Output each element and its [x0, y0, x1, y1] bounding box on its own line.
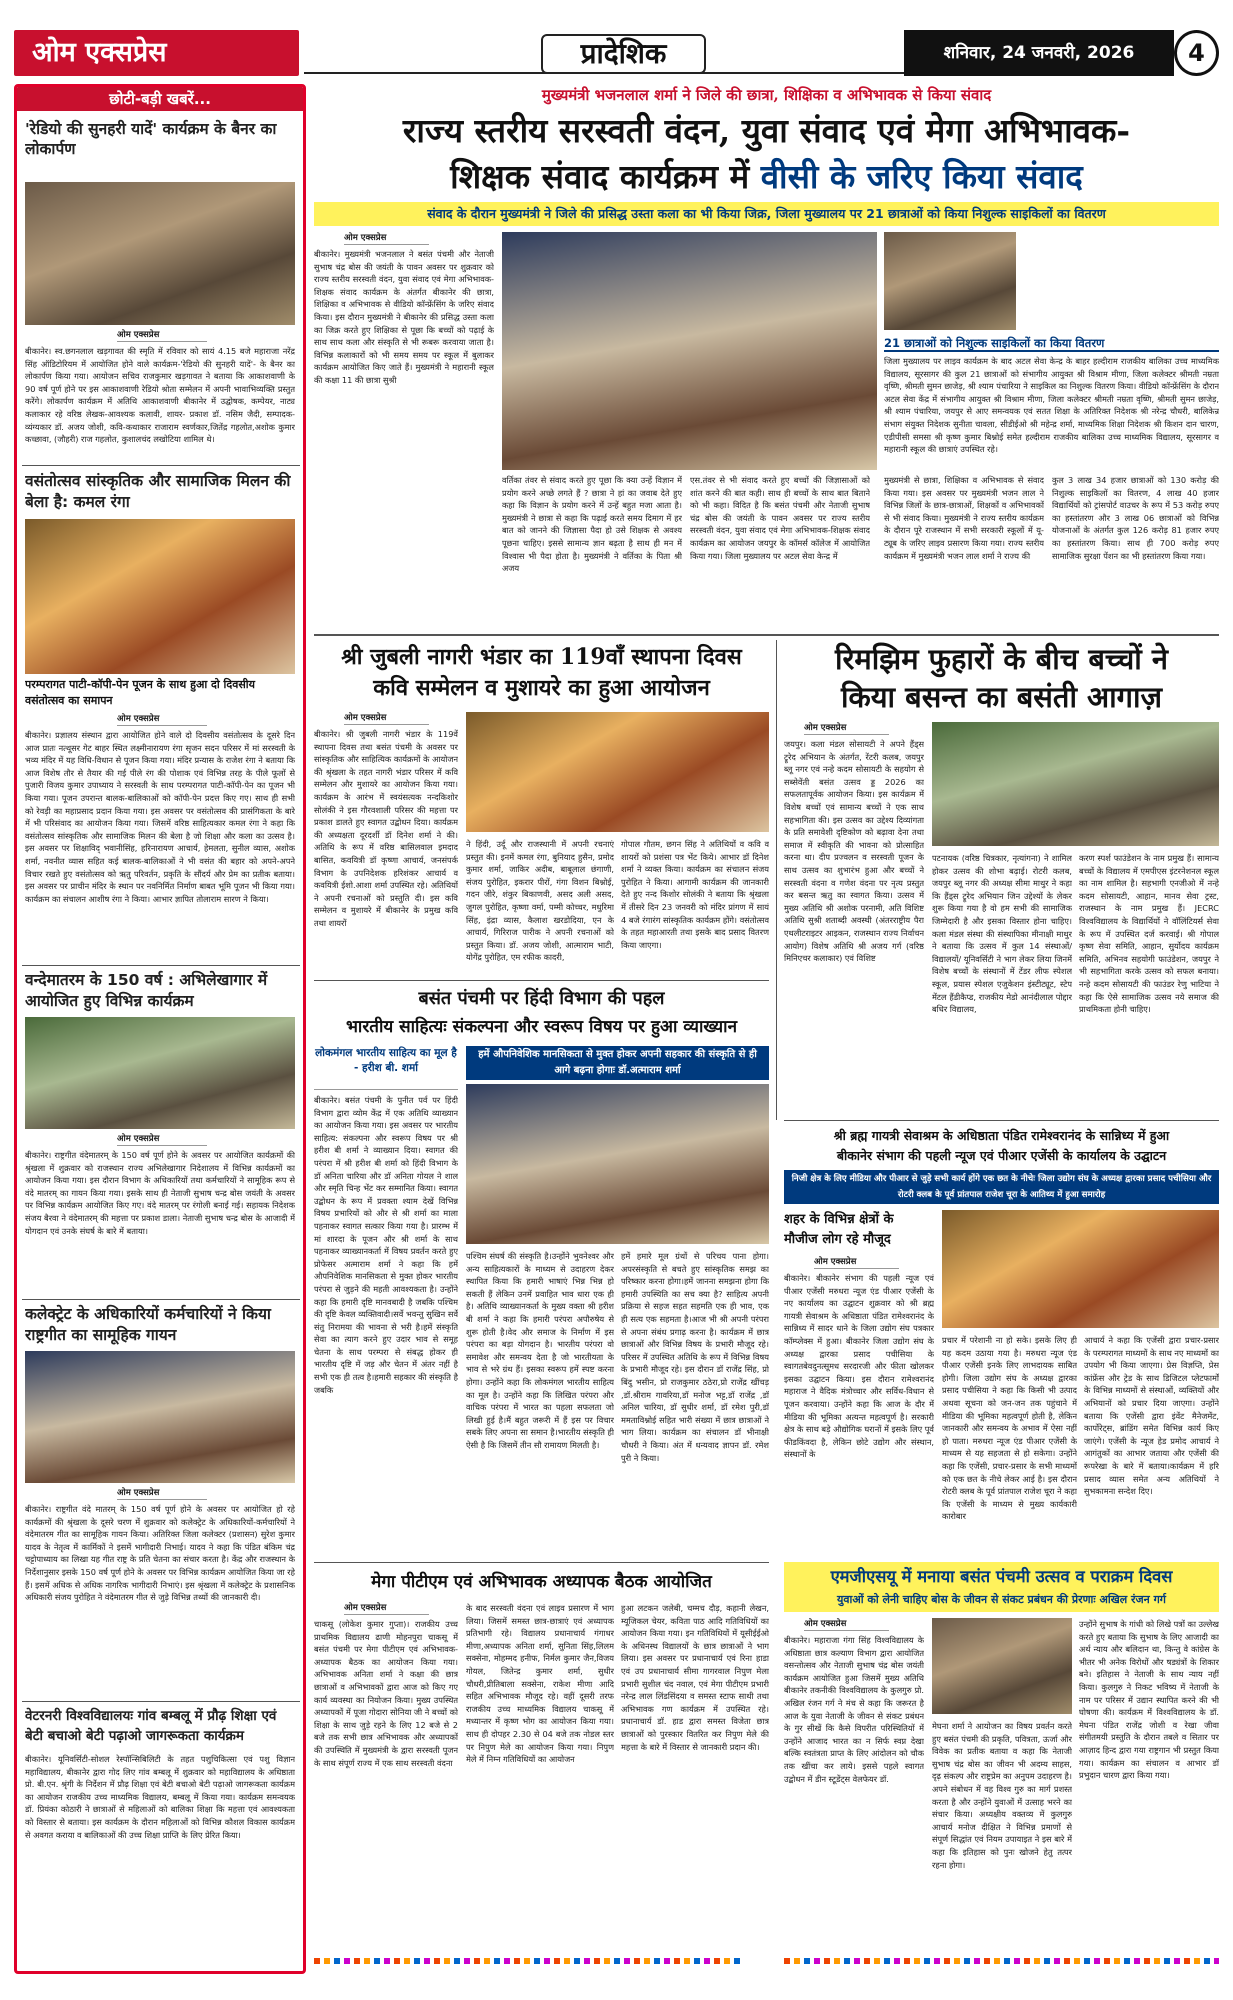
vasantotsav-credit: ओम एक्सप्रेस [117, 713, 207, 726]
gayatri-subhead [784, 1210, 934, 1252]
section-title-box [541, 34, 706, 74]
newspaper-page [14, 30, 1219, 1980]
gayatri-col2: प्रचार में परेशानी ना हो सके। इसके लिए ही यह कदम उठाया गया है। मरुधरा न्यूज एंड पीआर एजेंसी इनके लिए लाभदायक साबित होगी। जिला उद्योग संघ के अध्यक्ष द्वारका प्रसाद पचीसिया ने कहा कि किसी भी उत्पाद अथवा सूचना को जन-जन तक पहुंचाने में मीडिया की भूमिका महत्वपूर्ण होती है, लेकिन जानकारी और समन्वय के अभाव में ऐसा नहीं हो पाता। मरुधरा न्यूज एंड पीआर एजेंसी के माध्यम से यह सहजता से हो सकेगा। उन्होंने कहा कि एजेंसी, प्रचार-प्रसार के सभी माध्यमों को एक छत के नीचे लेकर आई है। इस दौरान रोटरी क्लब के पूर्व प्रांतपाल राजेश चूरा ने कहा कि एजेंसी के माध्यम से मुख्य कार्यकारी कारोबार [942, 1335, 1077, 1522]
gayatri-credit: ओम एक्सप्रेस [814, 1256, 899, 1269]
lead-col1: बीकानेर। मुख्यमंत्री भजनलाल ने बसंत पंचमी और नेताजी सुभाष चंद्र बोस की जयंती के पावन अवसर पर शुक्रवार को राज्य स्तरीय सरस्वती वंदन, युवा संवाद एवं मेगा अभिभावक-शिक्षक संवाद कार्यक्रम के अंतर्गत बीकानेर की छात्रा, शिक्षिका व अभिभावक से वीडियो कॉन्फ्रेंसिंग के जरिए संवाद किया। इस दौरान मुख्यमंत्री ने बीकानेर की प्रसिद्ध उस्ता कला का जिक्र करते हुए शिक्षिका से पूछा कि बच्चों को पढ़ाई के साथ साथ कला और संस्कृति से भी रूबरू करवाया जाता है। विभिन्न कलाकारों को भी समय समय पर स्कूल में बुलाकर कार्यक्रम आयोजित किए जाते हैं। मुख्यमंत्री ने महारानी स्कूल की कक्षा 11 की छात्रा सुश्री [314, 249, 494, 385]
collectorate-photo [25, 1351, 295, 1483]
section-title: प्रादेशिक [580, 37, 667, 70]
rimjhim-col1: जयपुर। कला मंडल सोसायटी ने अपने हैंड्स ट्रूरेद अभियान के अंतर्गत, रेंटरी कलब, जयपुर ब्लू नगर एवं नन्हे कदम सोसायटी के सहयोग से सब्सेवेंती बसंत उत्सव ड्ड 2026 का सफलतापूर्वक आयोजन किया। इस कार्यक्रम में विशेष बच्चों एवं सामान्य बच्चों ने एक साथ सहभागिता की। इस उत्सव का उद्देश्य दिव्यांगता के प्रति समावेशी दृष्टिकोण को बढ़ावा देना तथा समाज में स्वीकृति की भावना को प्रोत्साहित करना था। दीप प्रज्वलन व सरस्वती पूजन के साथ उत्सव का शुभारंभ हुआ और बच्चों ने सरस्वती वंदना व गणेश वंदना पर नृत्य प्रस्तुत कर बसन्त ऋतु का स्वागत किया। उत्सव में मुख्य अतिथि श्री अशोक परनामी, अति विशिष्ट अतिथि सुश्री शताब्दी अवस्थी (अंतरराष्ट्रीय पैरा एथलीटराइटर आइकन, राजस्थान राज्य निर्वाचन आयोग) विशेष अतिथि श्री अजय गर्ग (वरिष्ठ मिनिएचर कलाकार) एवं विशिष्ट [784, 739, 924, 964]
hindi-pullquote: लोकमंगल भारतीय साहित्य का मूल है - हरीश बी. शर्मा [314, 1046, 458, 1090]
lead-col5: कुल 3 लाख 34 हजार छात्राओं को 130 करोड़ की निशुल्क साइकिलों का वितरण, 4 लाख 40 हजार विद्यार्थियों को ट्रांसपोर्ट वाउचर के रूप में 53 करोड़ रुपए का हस्तांतरण और 3 लाख 06 छात्राओं को विभिन्न योजनाओं के अंतर्गत कुल 126 करोड़ 81 हजार रुपए का हस्तांतरण किया। साथ ही 700 करोड़ रुपए सामाजिक सुरक्षा पेंशन का भी हस्तांतरण किया गया। [1052, 475, 1219, 561]
vandemataram-archive-photo [25, 1017, 295, 1129]
cycle-body: जिला मुख्यालय पर लाइव कार्यक्रम के बाद अटल सेवा केन्द्र के बाहर हल्दीराम राजकीय बालिका उच्च माध्यमिक विद्यालय, सूरसागर की कुल 21 छात्राओं को संभागीय आयुक्त श्री विश्राम मीणा, जिला कलेक्टर श्रीमती नम्रता वृष्णि, श्रीमती सुमन छाजेड़, श्री श्याम पंचारिया ने साइकिल का निशुल्क वितरण किया। वीडियो कॉन्फ्रेंसिंग के दौरान अटल सेवा केंद्र में संभागीय आयुक्त श्री विश्राम मीणा, जिला कलेक्टर श्रीमती नम्रता वृष्णि, श्रीमती सुमन छाजेड़, श्री श्याम पंचारिया, जयपुर से आए समन्वयक एवं सतत शिक्षा के अतिरिक्त निदेशक श्री नरेन्द्र चौधरी, बालिकेन्र संभाग संयुक्त निदेशक सुनीता चावला, सीडीईओ श्री महेन्द्र शर्मा, माध्यमिक शिक्षा निदेशक श्री किशन दान चारण, एडीपीसी समसा श्री कृष्ण कुमार बिश्नोई समेत हल्दीराम राजकीय बालिका उच्च माध्यमिक विद्यालय, सूरसागर व महारानी स्कूल की छात्राएं उपस्थित रहे। [884, 356, 1219, 455]
masthead-logo [14, 30, 299, 76]
collectorate-body: बीकानेर। राष्ट्रगीत वंदे मातरम् के 150 वर्ष पूर्ण होने के अवसर पर आयोजित हो रहे कार्यक्रमों की श्रृंखला के दूसरे चरण में शुक्रवार को कलेक्ट्रेट के अधिकारियों-कर्मचारियों ने वंदेमातरम गीत का सामूहिक गायन किया। अतिरिक्त जिला कलेक्टर (प्रशासन) सुरेश कुमार यादव के नेतृत्व में कार्मिकों ने इसमें भागीदारी निभाई। यादव ने कहा कि पंडित बंकिम चंद्र चट्टोपाध्याय का लिखा यह गीत राष्ट्र के प्रति चेतना का संचार करता है। केंद्र और राजस्थान के निर्देशानुसार इसके 150 वर्ष पूर्ण होने के अवसर पर विभिन्न कार्यक्रम आयोजित किया जा रहे हैं। इसमें अधिक से अधिक नागरिक भागीदारी निभाएं। इस श्रृंखला में कलेक्ट्रेट के प्रशासनिक अधिकारी संजय पुरोहित ने वंदेमातरम गीत से जुड़े विभिन्न तथ्यों की जानकारी दी। [25, 1504, 295, 1603]
mgs-photo [932, 1618, 1072, 1714]
page-number-badge [1174, 30, 1219, 76]
ptm-col2: के बाद सरस्वती वंदना एवं लाइव प्रसारण में भाग लिया। जिसमें समस्त छात्र-छात्राएं एवं अध्यापक प्रतिभागी रहे। विद्यालय प्रधानाचार्य गंगाधर मीणा,अध्यापक अनिता शर्मा, सुनिता सिंह,लिलम सक्सेना, मोहम्मद हनीफ, निर्मल कुमार जैन,विजय गोयल, जितेन्द्र कुमार शर्मा, सुधीर चौधरी,प्रीतिबाला सक्सेना, राकेश मीणा आदि सहित अभिभावक मौजूद रहे। वहीं दूसरी तरफ राजकीय उच्च माध्यमिक विद्यालय चाकसू में मध्यान्तर में कृष्ण भोग का आयोजन किया गया। साथ ही दोपहर 2.30 से 04 बजे तक नोडल स्तर पर निपुण मेले का आयोजन किया गया। निपुण मेले में निम्न गतिविधियों का आयोजन [466, 1603, 614, 1765]
hindi-photo [466, 1084, 769, 1244]
masthead-rule [304, 72, 904, 74]
rimjhim-headline-line1: रिमझिम फुहारों के बीच बच्चों ने [835, 642, 1168, 676]
sidebar-header-text: छोटी-बड़ी खबरें... [109, 90, 211, 108]
hindi-col2: पश्चिम संघर्ष की संस्कृति है।उन्होंने भुवनेश्वर और अन्य साहित्यकारों के माध्यम से उदाहरण देकर स्थापित किया कि हमारी भाषाएं भिन्न भिन्न हो सकती हैं लेकिन उनमें प्रवाहित भाव धारा एक ही है। अतिथि व्याख्यानकर्ता के मुख्य वक्ता श्री हरीश बी शर्मा ने कहा कि हमारी परंपरा अपौरुषेय से शुरू होती है।वेद और समाज के निर्माण में इस परंपरा का बड़ा योगदान है। भारतीय परंपरा वो समावेश और समन्वय देता है जो भारतीयता के भाव से भरे ग्रंथ हैं। इसका स्वरूप हमें स्पष्ट करना होगा। उन्होंने कहा कि लोकमंगल भारतीय साहित्य का मूल है। उन्होंने कहा कि लिखित परंपरा और वाचिक परंपरा में भारत का पहला सफलता जो लिखी हुई है।मैं बहुत जरूरी में हैं इस पर विचार सबके लिए अपना सा समान है।भारतीय संस्कृति ही ऐसी है कि जिसमें तीन सौ रामायण मिलती है। [466, 1251, 614, 1450]
radio-banner-body: बीकानेर। स्व.छगनलाल खड़गावत की स्मृति में रविवार को सायं 4.15 बजे महाराजा नरेंद्र सिंह ऑडिटोरियम में आयोजित होने वाले कार्यक्रम-'रेडियो की सुनहरी यादें'- के बैनर का लोकार्पण किया गया। आयोजन सचिव राजकुमार खड़गावत ने बताया कि आकाशवाणी के 90 वर्ष पूर्ण होने पर इस आकाशवाणी रेडियो श्रोता सम्मेलन में अपनी भावाभिव्यक्ति प्रस्तुत करेंगे। लोकार्पण कार्यक्रम में अतिथि आकाशवाणी बीकानेर में उद्घोषक, कम्पेयर, नाट्य कलाकार रहे वरिष्ठ लेखक-आवश्यक कलावी, शायर- प्रकाश डॉ. नसिम जैदी, सम्पादक-व्यंग्यकार डॉ. अजय जोशी, कवि-कथाकार राजाराम स्वर्णकार,जितेंद्र गहलोत,अशोक कुमार कच्छावा, (जौहरी) राज गहलोत, कुशालचंद लखोटिया शामिल थे। [25, 346, 295, 445]
page-number: 4 [1188, 39, 1205, 67]
divider [22, 965, 300, 966]
footer-color-strip-right [784, 1958, 1219, 1964]
hindi-callout: हमें औपनिवेशिक मानसिकता से मुक्त होकर अपनी सहकार की संस्कृति से ही आगे बढ़ना होगाः डॉ.अत्माराम शर्मा [466, 1046, 769, 1080]
divider [784, 1120, 1219, 1121]
gayatri-headline-line2: बीकानेर संभाग की पहली न्यूज एवं पीआर एजेंसी के कार्यालय के उद्घाटन [836, 1148, 1167, 1163]
mgs-col2: मेघना शर्मा ने आयोजन का विषय प्रवर्तन करते हुए बसंत पंचमी की प्रकृति, पवित्रता, ऊर्जा और विवेक का प्रतीक बताया व कहा कि नेताजी सुभाष चंद्र बोस का जीवन भी अदम्य साहस, दृढ़ संकल्प और राष्ट्रप्रेम का अनुपम उदाहरण है। अपने संबोधन में वह विश्व गुरु का मार्ग प्रशस्त करता है और उन्होंने युवाओं में उत्साह भरने का संचार किया। अध्यक्षीय वक्तव्य में कुलगुरु आचार्य मनोज दीक्षित ने विभिन्न प्रमाणों से संपूर्ण सिद्धांत एवं नियम उपायाइत ने इस बारे में कहा कि इतिहास को पुनः खोजने हेतु तत्पर रहना होगा। [932, 1721, 1072, 1870]
gayatri-photo [942, 1210, 1219, 1328]
gayatri-col1: बीकानेर। बीकानेर संभाग की पहली न्यूज एवं पीआर एजेंसी मरुधरा न्यूज एंड पीआर एजेंसी के नए कार्यालय का उद्घाटन शुक्रवार को श्री ब्रह्म गायत्री सेवाश्रम के अधिष्ठाता पंडित रामेश्वरानंद के सान्निध्य में सादर धाने के जिला उद्योग संघ पत्रकार कॉम्प्लेक्स में हुआ। बीकानेर जिला उद्योग संघ के अध्यक्ष द्वारका प्रसाद पचीसिया के स्वागतबेवदुनत्सूमध सरदारजी और फीता खोलकर इसका उद्घाटन किया। इस दौरान रामेश्वरानंद महाराज ने वैदिक मंत्रोच्चार और सर्विध-विधान से पूजन करवाया। उन्होंने कहा कि आज के दौर में मीडिया की भूमिका अत्यन्त महत्वपूर्ण है। सरकारी क्षेत्र के साथ बड़े औद्योगिक घरानों में इसके लिए पूर्व फीडकिंवदा है, लेकिन छोटे उद्योग और संस्थान, संस्थानों के [784, 1273, 934, 1460]
lead-photo-cm [502, 232, 877, 470]
divider [314, 634, 1219, 636]
jubilee-headline-line2: कवि सम्मेलन व मुशायरे का हुआ आयोजन [373, 675, 710, 701]
gayatri-subhead-line2: मौजीज लोग रहे मौजूद [784, 1232, 891, 1247]
radio-banner-photo [25, 182, 295, 325]
vandemataram-archive-body: बीकानेर। राष्ट्रगीत वंदेमातरम् के 150 वर्ष पूर्ण होने के अवसर पर आयोजित कार्यक्रमों की श्रृंखला में शुक्रवार को राजस्थान राज्य अभिलेखागार निदेशालय में विभिन्न कार्यक्रमों का आयोजन किया गया। इस दौरान विभाग के अधिकारियों तथा कर्मचारियों ने सामूहिक रूप से वंदे मातरम् का गायन किया गया। इसके साथ ही नेताजी सुभाष चन्द्र बोस जयंती के अवसर पर विभिन्न कार्यक्रम आयोजित किए गए। वंदे मातरम् पर रंगोली बनाई गई। सहायक निदेशक संजय बैरवा ने वंदेमातरम् की महत्ता पर प्रकाश डाला। नेताजी सुभाष चन्द्र बोस के आजादी में योगदान एवं उनके संघर्ष के बारे में बताया। [25, 1150, 295, 1236]
ptm-col1: चाकसू (लोकेश कुमार गुप्ता)। राजकीय उच्च प्राथमिक विद्यालय ढाणी मोहनपुरा चाकसू में बसंत पंचमी पर मेगा पीटीएम एवं अभिभावक-अध्यापक बैठक का आयोजन किया गया। अभिभावक अनिता शर्मा ने कक्षा की छात्र छात्राओं व अभिभावकों द्वारा आज को किए गए कार्य व्यवस्था का नियोजन किया। मुख्य उपस्थित अध्यापकों में पूजा गोदारा सोनिया जी ने बच्चों को शिक्षा के साथ जुड़े रहने के लिए 12 बजे से 2 बजे तक सभी छात्र अभिभावक और अध्यापकों की उपस्थिति में मुख्यमंत्री के द्वारा सरस्वती पूजन के साथ संपूर्ण राज्य में एक साथ सरस्वती वंदना [314, 1619, 458, 1768]
lead-headline-line1: राज्य स्तरीय सरस्वती वंदन, युवा संवाद एवं मेगा अभिभावक- [402, 111, 1131, 150]
column-divider [776, 640, 777, 1120]
vasantotsav-headline: वसंतोत्सव सांस्कृतिक और सामाजिक मिलन की बेला है: कमल रंगा [25, 472, 291, 511]
jubilee-col3: गोपाल गौतम, छगन सिंह ने अतिथियों व कवि व शायरों को प्रशंसा पत्र भेंट किये। आभार डॉ दिनेश शर्मा ने व्यक्त किया। कार्यक्रम का संचालन संजय पुरोहित ने किया। आगामी कार्यक्रम की जानकारी देते हुए नन्द किशोर सोलंकी ने बताया कि श्रृंखला में तीसरे दिन 23 जनवरी को मंदिर प्रांगण में सायं 4 बजे रंगारंग सांस्कृतिक कार्यक्रम होंगे। वसंतोत्सव के तहत महाआरती तथा इसके बाद प्रसाद वितरण किया जाएगा। [621, 839, 769, 950]
mgs-subhead: युवाओं को लेनी चाहिए बोस के जीवन से संकट प्रबंधन की प्रेरणाः अखिल रंजन गर्ग [837, 1593, 1166, 1606]
vasantotsav-photo [25, 519, 295, 674]
vandemataram-archive-credit: ओम एक्सप्रेस [117, 1133, 207, 1146]
jubilee-credit: ओम एक्सप्रेस [344, 712, 429, 725]
jubilee-col2: ने हिंदी, उर्दू और राजस्थानी में अपनी रचनाएं प्रस्तुत की। इनमें कमल रंगा, बुनियाद हुसैन, प्रमोद कुमार शर्मा, जाकिर अदीब, बाबूलाल छंगाणी, संजय पुरोहित, इकरार पीरों, गंगा विशन बिश्नोई, गदन जीरे, शंकुर बिकाणवी, असद अली असद, जुगल पुरोहित, कृष्णा वर्मा, पम्मी कोच्चर, मधुरिमा सिंह, इंद्रा व्यास, कैलाश खरडोदिया, एन के आचार्य, गिरिराज पारीक ने अपनी रचनाओं को प्रस्तुत किया। डॉ. अजय जोशी, आत्माराम भाटी, योगेंद्र पुरोहित, एम रफीक कादरी, [466, 839, 614, 963]
gayatri-headline-line1: श्री ब्रह्म गायत्री सेवाश्रम के अधिष्ठाता पंडित रामेश्वरानंद के सान्निध्य में हुआ [833, 1128, 1170, 1143]
jubilee-col1: बीकानेर। श्री जुबली नागरी भंडार के 119वें स्थापना दिवस तथा बसंत पंचमी के अवसर पर सांस्कृतिक और साहित्यिक कार्यक्रमों के आयोजन की श्रृंखला के तहत नागरी भंडार परिसर में कवि सम्मेलन और मुशायरे का आयोजन किया गया। कार्यक्रम के आरंभ में स्वयंसत्यक नन्दकिशोर सोलंकी ने इस गौरवशाली परिसर की महत्ता पर प्रकाश डालते हुए स्वागत उद्बोधन दिया। कार्यक्रम की अध्यक्षता दूरदर्शी डॉ दिनेश शर्मा ने की। अतिथि के रूप में वरिष्ठ बासिलवाल इमदाद बासित, कवयित्री डॉ कृष्णा आचार्य, जनसंपर्क विभाग के उपनिदेशक हरिशंकर आचार्य व कवयित्री ईशो.आशा शर्मा उपस्थित रहे। अतिथियों ने अपनी रचनाओं को प्रस्तुति दी। इस कवि सम्मेलन व मुशायरे में बीकानेर के प्रमुख कवि तथा शायरों [314, 729, 458, 928]
footer-color-strip-left [314, 1958, 744, 1964]
lead-headline-line2a: शिक्षक संवाद कार्यक्रम में [450, 157, 750, 196]
sidebar-header [17, 87, 303, 111]
vasantotsav-body: बीकानेर। प्रज्ञालय संस्थान द्वारा आयोजित होने वाले दो दिवसीय वसंतोत्सव के दूसरे दिन आज प्रातः नत्थूसर गेट बाहर स्थित लक्ष्मीनारायण रंगा सृजन सदन परिसर में मां सरस्वती के भव्य मंदिर में यह विधि-विधान से पूजन किया गया। मंदिर प्रन्यास के राजेश रंगा ने बताया कि आज विशेष तौर से तैयार की गई पीले रंग की पोशाक एवं विभिन्न तरह के पीले फूलों से पुजारी विजय कुमार उपाध्याय ने सरस्वती के साथ परम्परागत पाटी-कॉपी-पेन का पूजन भी किया गया। पूजन उपरान्त बालक-बालिकाओं को कॉपी-पेन प्रदत्त किए गए। साथ ही सभी को रेवड़ी का महाप्रसाद प्रदान किया गया। इस अवसर पर वसंतोत्सव की प्रासंगिकता के बारे में भी परिसंवाद का आयोजन किया गया। जिसमें वरिष्ठ साहित्यकार कमल रंगा ने कहा कि वसंतोत्सव सांस्कृतिक और सामाजिक मिलन की बेला है जो शिक्षा और कला का उत्सव है। इस अवसर पर शिक्षाविद् भवानीसिंह, हरिनारायण आचार्य, हेमलता, सुनील व्यास, अशोक शर्मा, नवनीत व्यास सहित कई बालक-बालिकाओं ने भी वसंत की बहार को अपने-अपने विचार रखते हुए वसंतोत्सव को ऋतु परिवर्तन, प्रकृति के सौंदर्य और प्रेम का प्रतीक बताया। इस अवसर पर प्राचीन मंदिर के स्थान पर नवनिर्मित निर्माण बाबत भूमि पूजन भी किया गया। कार्यक्रम का संचालन आशीष रंगा ने किया। आभार ज्ञापित तोलाराम सारण ने किया। [25, 730, 295, 904]
rimjhim-credit: ओम एक्सप्रेस [804, 722, 889, 735]
rimjhim-col3: करण स्पर्श फाउंडेशन के नाम प्रमुख हैं। सामान्य बच्चों के विद्यालय में एमपीएस इंटरनेशनल स्कूल का नाम शामिल है। सहभागी एनजीओ में नन्हे कदम सोसायटी, आहान, मानव सेवा ट्रस्ट, राजस्थान के नाम प्रमुख हैं। JECRC विश्वविद्यालय के विद्यार्थियों ने वॉलिंटियर्स सेवा के रूप में उपस्थित दर्ज करवाई। श्री गोपाल कृष्ण सेवा समिति, आहान, सुर्योदय कार्यक्रम समिति, अभिनव सहयोगी फाउंडेशन, जयपुर ने भी सहभागिता करके उत्सव को सफल बनाया। नन्हे कदम सोसायटी की फाउंडर रेणु भाटिया ने कहा कि ऐसे सामाजिक उत्सव नये समाज की प्राथमिकता होनी चाहिए। [1079, 853, 1219, 1015]
hindi-kicker: बसंत पंचमी पर हिंदी विभाग की पहल [418, 988, 665, 1009]
lead-subhead: संवाद के दौरान मुख्यमंत्री ने जिले की प्रसिद्ध उस्ता कला का भी किया जिक्र, जिला मुख्यालय पर 21 छात्राओं को किया निशुल्क साइकिलों का वितरण [314, 202, 1219, 226]
mgs-col1: बीकानेर। महाराजा गंगा सिंह विश्वविद्यालय के अधिष्ठाता छात्र कल्याण विभाग द्वारा आयोजित वसन्तोत्सव और नेताजी सुभाष चंद्र बोस जयंती कार्यक्रम आयोजित हुआ जिसमें मुख्य अतिथि बीकानेर तकनीकी विश्वविद्यालय के कुलगुरु प्रो. अखिल रंजन गर्ग ने मंच से कहा कि जरूरत है आज के युवा नेताजी के जीवन से संकट प्रबंधन के गुर सीखें कि कैसे विपरीत परिस्थितियों में उन्होंने आजाद भारत का न सिर्फ स्वप्न देखा बल्कि स्वतंत्रता प्राप्त के लिए आंदोलन को चौक तक खींचा कर लाये। इससे पहले स्वागत उद्बोधन में डीन स्टूडेंट्स वेलफेयर डॉ. [784, 1635, 924, 1784]
date-box [904, 30, 1174, 76]
ptm-col3: हुआ लटकन जलेबी, चम्मच दौड़, कहानी लेखन, म्यूजिकल चेयर, कविता पाठ आदि गतिविधियों का आयोजन किया गया। इन गतिविधियों में यूसीईईओ के अधिनस्थ विद्यालयों के छात्र छात्राओं ने भाग लिया। इस अवसर पर प्रधानाचार्य एवं रिना हाडा एवं उप प्रधानाचार्य सीमा गागरवाल निपुण मेला प्रभारी सुशील चंद नवाल, एवं मेगा पीटीएम प्रभारी नरेन्द्र लाल लिंडसिंदया व समस्त स्टाफ साथी तथा अभिभावक गण कार्यक्रम में उपस्थित रहे।प्रधानाचार्य डॉ. हाड द्वारा समस्त विजेता छात्र छात्राओं को पुरस्कार वितरित कर निपुण मेले की महत्ता के बारे में विस्तार से जानकारी प्रदान की। [621, 1603, 769, 1752]
issue-date: शनिवार, 24 जनवरी, 2026 [943, 43, 1135, 63]
vandemataram-archive-headline: वन्देमातरम के 150 वर्ष : अभिलेखागार में आयोजित हुए विभिन्न कार्यक्रम [25, 971, 268, 1010]
gayatri-col3: आचार्य ने कहा कि एजेंसी द्वारा प्रचार-प्रसार के परम्परागत माध्यमों के साथ नए माध्यमों का उपयोग भी किया जाएगा। प्रेस विज्ञप्ति, प्रेस कांफ्रेंस और ट्रेड के साथ डिजिटल प्लेटफार्मों के विभिन्न माध्यमों से संस्थाओं, व्यक्तियों और अभियानों को प्रचार दिया जाएगा। उन्होंने बताया कि एजेंसी द्वारा इंवेंट मैनेजमेंट, कार्पोरेट्स, ब्रांडिंग समेत विभिन्न कार्य किए जाएंगे। एजेंसी के न्यूज हेड प्रमोद आचार्य ने आगंतुकों का आभार जताया और एजेंसी की रूपरेखा के बारे में बताया।कार्यक्रम में हरि प्रसाद व्यास समेत अन्य अतिथियों ने सुभकामना सन्देश दिए। [1084, 1335, 1219, 1497]
divider [22, 465, 300, 466]
gayatri-banner: निजी क्षेत्र के लिए मीडिया और पीआर से जुड़े सभी कार्य होंगे एक छत के नीचेः जिला उद्योग संघ के अध्यक्ष द्वारका प्रसाद पचीसिया और रोटरी क्लब के पूर्व प्रांतपाल राजेश चूरा के आतिथ्य में हुआ समारोह [784, 1170, 1219, 1204]
collectorate-headline: कलेक्ट्रेट के अधिकारियों कर्मचारियों ने किया राष्ट्रगीत का सामूहिक गायन [25, 1305, 271, 1344]
veterinary-headline: वेटरनरी विश्वविद्यालयः गांव बम्बलू में प्रौढ़ शिक्षा एवं बेटी बचाओ बेटी पढ़ाओ जागरूकता कार्यक्रम [25, 1708, 277, 1744]
lead-col2: वर्तिका तंवर से संवाद करते हुए पूछा कि क्या उन्हें विज्ञान में प्रयोग करने अच्छे लगते हैं ? छात्रा ने हां का जवाब देते हुए कहा कि विज्ञान के प्रयोग करने में उन्हें बहुत मजा आता है। मुख्यमंत्री ने छात्रा से कहा कि पढ़ाई करते समय दिमाग में हर बात को जानने की जिज्ञासा पैदा हो उसे शिक्षक से अवश्य पूछना चाहिए। इससे सामान्य ज्ञान बढ़ता है साथ ही मन में विश्वास भी पैदा होता है। मुख्यमंत्री ने वर्तिका के पिता श्री अजय [502, 475, 682, 574]
lead-headline-line2b: वीसी के जरिए किया संवाद [760, 157, 1083, 196]
lead-kicker: मुख्यमंत्री भजनलाल शर्मा ने जिले की छात्रा, शिक्षिका व अभिभावक से किया संवाद [541, 86, 992, 104]
mgs-headline: एमजीएसयू में मनाया बसंत पंचमी उत्सव व पराक्रम दिवस [830, 1567, 1173, 1586]
mgs-col3: उन्होंने सुभाष के गांधी को लिखे पत्रों का उल्लेख करते हुए बताया कि सुभाष के लिए आजादी का अर्थ न्याय और बलिदान था, किन्तु वे कांग्रेस के भीतर भी अनेक विरोधों और षड्यंत्रों के शिकार बने। इतिहास ने नेताजी के साथ न्याय नहीं किया। कुलगुरु ने निकट भविष्य में नेताजी के नाम पर परिसर में उद्यान स्थापित करने की भी घोषणा की। कार्यक्रम में विश्वविद्यालय के डॉ. मेघना पंडित राजेंद्र जोशी व रेखा जीवा संगीतमयी प्रस्तुति के दौरान तबले व सितार पर आज़ाद हिन्द द्वारा गया राष्ट्रगान भी प्रस्तुत किया गया। कार्यक्रम का संचालन व आभार डॉ प्रभुदान चारण द्वारा किया गया। [1079, 1619, 1219, 1781]
lead-credit: ओम एक्सप्रेस [344, 232, 429, 245]
lead-col4: मुख्यमंत्री से छात्रा, शिक्षिका व अभिभावक से संवाद किया गया। इस अवसर पर मुख्यमंत्री भजन लाल ने विभिन्न जिलों के छात्र-छात्राओं, शिक्षकों व अभिभावकों से भी संवाद किया। मुख्यमंत्री ने राज्य स्तरीय कार्यक्रम के दौरान पूरे राजस्थान में सभी सरकारी स्कूलों में यू-ट्यूब के जरिए लाइव प्रसारण किया गया। राज्य स्तरीय कार्यक्रम में मुख्यमंत्री भजन लाल शर्मा ने राज्य की [884, 475, 1044, 561]
gayatri-subhead-line1: शहर के विभिन्न क्षेत्रों के [784, 1212, 894, 1227]
hindi-col1: बीकानेर। बसंत पंचमी के पुनीत पर्व पर हिंदी विभाग द्वारा व्योम केंद्र में एक अतिथि व्याख्यान का आयोजन किया गया। इस अवसर पर भारतीय साहित्य: संकल्पना और स्वरूप विषय पर श्री हरीश बी शर्मा ने व्याख्यान दिया। स्वागत की परंपरा में श्री हरीश बी शर्मा को हिंदी विभाग के डॉ अनिता चारिया और डॉ अनिता गोयल ने शाल और स्मृति चिन्ह भेंट कर सम्मानित किया। स्वागत उद्बोधन के रूप में प्रवक्ता श्याम देखें विभिन्न विषय प्रभारियों को और से श्री शर्मा का माला पहनाकर स्वागत सत्कार किया गया है। प्रारम्भ में मां शारदा के पूजन और श्री शर्मा के साथ पहनाकर व्याख्यानकर्ता में विषय प्रवर्तन करते हुए प्रोफेसर अत्माराम शर्मा ने कहा कि हमें औपनिवेशिक मानसिकता से मुक्त होकर भारतीय परंपरा से जुड़ने की महती आवश्यकता है। उन्होंने कहा कि हमारी दृष्टि मानवबादी है जबकि पश्चिम की दृष्टि केवल व्यक्तिवादी।सर्वे भवन्तु सुखिन सर्वे संतु निरामया की भावना से भरी है।हमें संस्कृति सेवा का त्याग करने हुए उदार भाव से समूह चेतना के साथ परम्परा से संबद्ध होकर ही भारतीय दृष्टि में जड़ और चेतन में अंतर नहीं है सभी एक ही तत्व है।हमारी सहकार की संस्कृति है जबकि [314, 1095, 458, 1395]
rimjhim-photo [932, 722, 1219, 846]
vasantotsav-caption: परम्परागत पाटी-कॉपी-पेन पूजन के साथ हुआ दो दिवसीय वसंतोत्सव का समापन [25, 678, 256, 707]
divider [22, 1701, 300, 1702]
divider [314, 980, 769, 981]
veterinary-body: बीकानेर। यूनिवर्सिटी-सोशल रेस्पॉन्सिबिलिटी के तहत पशुचिकित्सा एवं पशु विज्ञान महाविद्यालय, बीकानेर द्वारा गोद लिए गांव बम्बलू में शुक्रवार को महाविद्यालय के अधिष्ठाता प्रो. बी.एन. श्रृंगी के निर्देशन में प्रौढ़ शिक्षा एवं बेटी बचाओ बेटी पढ़ाओ जागरूकता कार्यक्रम का आयोजन राजकीय उच्च माध्यमिक विद्यालय, बम्बलू में किया गया। कार्यक्रम समन्वयक डॉ. प्रियंका कोठारी ने छात्राओं से महिलाओं को बालिका शिक्षा कि महत्ता एवं आवश्यकता को विस्तार से बताया। इस कार्यक्रम के दौरान महिलाओं को विभिन्न कौशल विकास कार्यक्रम से अवगत कराया व बालिकाओं की उच्च शिक्षा प्राप्ति के लिए प्रेरित किया। [25, 1754, 295, 1840]
hindi-headline: भारतीय साहित्यः संकल्पना और स्वरूप विषय पर हुआ व्याख्यान [345, 1017, 738, 1037]
mgs-credit: ओम एक्सप्रेस [804, 1618, 889, 1631]
jubilee-photo [466, 712, 769, 832]
collectorate-credit: ओम एक्सप्रेस [117, 1487, 207, 1500]
paper-name: ओम एक्सप्रेस [32, 37, 167, 68]
radio-banner-headline: 'रेडियो की सुनहरी यादें' कार्यक्रम के बैनर का लोकार्पण [25, 120, 277, 158]
divider [314, 1562, 769, 1563]
jubilee-headline-line1: श्री जुबली नागरी भंडार का 119वाँ स्थापना दिवस [341, 644, 742, 670]
ptm-credit: ओम एक्सप्रेस [344, 1602, 429, 1615]
rimjhim-col2: पटनायक (वरिष्ठ चित्रकार, नृत्यांगना) ने शामिल होकर उत्सव की शोभा बढ़ाई। रोटरी कलब, जयपुर ब्लू नगर की अध्यक्ष सीमा माथुर ने कहा कि हैंड्स ट्रूरेद अभियान जिन उद्देश्यों के लेकर शुरू किया गया है वो हम सभी की सामाजिक जिम्मेदारी है और इसका विस्तार होना चाहिए। कला मंडल संस्था की संस्थापिका मीनाक्षी माथुर ने बताया कि उत्सव में कुल 14 संस्थाओं/ विद्यालयों/ यूनिवर्सिटी ने भाग लेकर लिया जिनमें विशेष बच्चों के संस्थानों में टेंडर लीफ स्पेशल स्कूल, प्रयास स्पेशल एजुकेशन इंस्टीट्यूट, स्टेप मेंटल हैंडीकैप्ड, राजकीय मेडो आनंदीलाल पोद्दार बधिर विद्यालय, [932, 853, 1072, 1015]
hindi-col3: हमें हमारे मूल ग्रंथों से परिचय पाना होगा। अपरसंस्कृति से बचते हुए सांस्कृतिक समझ का परिष्कार करना होगा।हमें जानना समझना होगा कि हमारी उपस्थिति का सच क्या है? साहित्य अपनी प्रक्रिया से सहज सहत सहमति एक ही भाव, एक ही सत्य एक सहमता है।आज भी श्री अपनी परंपरा से अपना संबंध प्रगाढ़ करना है। कार्यक्रम में छात्र छात्राओं और विभिन्न विषय के प्रभारी मौजूद रहे। परिसर में उपस्थित अतिथि के रूप में विभिन्न विषय के प्रभारी मौजूद रहे। इस दौरान डॉ राजेंद्र सिंह, प्रो बिंदु भसीन, प्रो राजकुमार ठठेरा,प्रो राजेंद्र खींचड़ ,डॉ.श्रीराम गावरिया,डॉ मनोज भट्ट,डॉ राजेंद्र ,डॉ अनिल चारिया, डॉ सुधीर शर्मा, डॉ रमेश पुरी,डॉ ममताविश्नोई सहित भारी संख्या में छात्र छात्राओं ने भाग लिया। कार्यक्रम का संचालन डॉ भीनाक्षी चौधरी ने किया। अंत में धन्यवाद ज्ञापन डॉ. रमेश पुरी ने किया। [621, 1251, 769, 1463]
lead-col3: एस.तंवर से भी संवाद करते हुए बच्चों की जिज्ञासाओं को शांत करने की बात कही। साथ ही बच्चों के साथ बात बिताने को भी कहा। विदित है कि बसंत पंचमी और नेताजी सुभाष चंद्र बोस की जयंती के पावन अवसर पर राज्य स्तरीय सरस्वती वंदन, युवा संवाद एवं मेगा अभिभावक-शिक्षक संवाद कार्यक्रम का आयोजन जयपुर के कॉमर्स कॉलेज में आयोजित किया गया। जिला मुख्यालय पर अटल सेवा केन्द्र में [690, 475, 870, 561]
lead-photo-cycles [884, 232, 1016, 330]
cycle-heading: 21 छात्राओं को निशुल्क साइकिलों का किया वितरण [884, 334, 1219, 352]
sidebar [14, 84, 306, 1974]
lead-headline-line2 [314, 154, 1219, 200]
rimjhim-headline-line2: किया बसन्त का बसंती आगाज़ [840, 680, 1163, 714]
radio-banner-credit: ओम एक्सप्रेस [117, 329, 207, 342]
ptm-headline: मेगा पीटीएम एवं अभिभावक अध्यापक बैठक आयोजित [371, 1572, 712, 1592]
divider [22, 1299, 300, 1300]
